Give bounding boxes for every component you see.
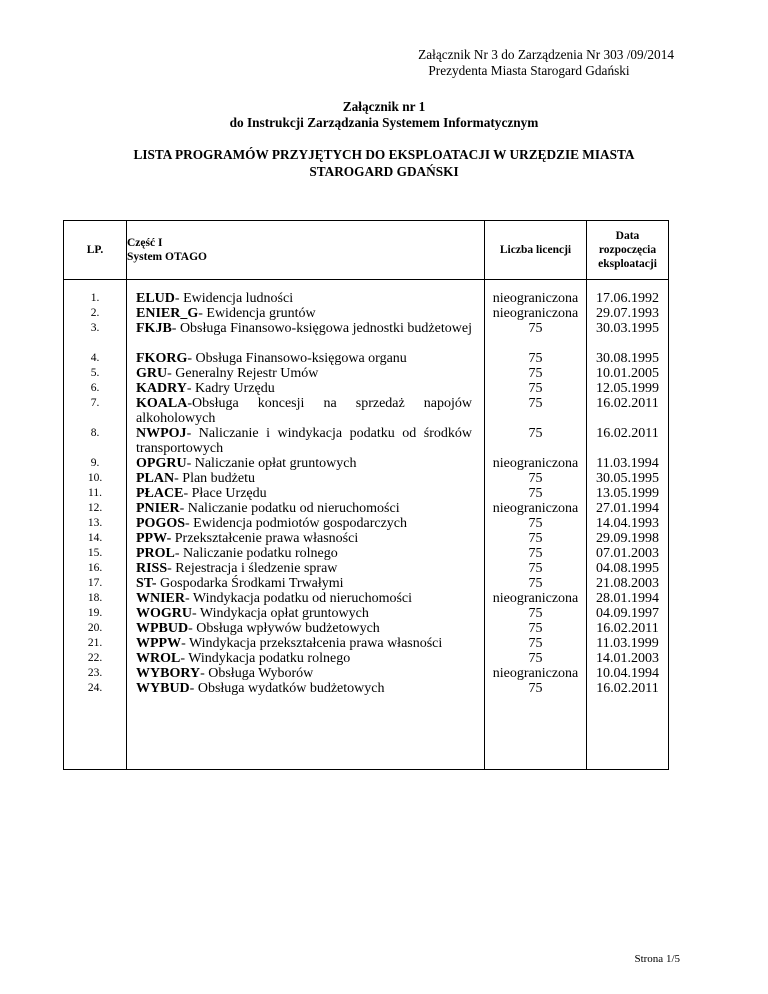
row-licenses: 75 [528,366,543,381]
program-description: - Ewidencja ludności [174,291,294,306]
row-date: 27.01.1994 [596,501,659,516]
header-line-1: Załącznik Nr 3 do Zarządzenia Nr 303 /09/2014 [418,47,674,62]
row-lp: 20. [87,622,103,634]
row-licenses: 75 [528,531,543,546]
program-code: WPBUD [136,621,189,636]
row-licenses: 75 [528,606,543,621]
row-date: 16.02.2011 [596,681,659,696]
program-description: Przekształcenie prawa własności [171,531,359,546]
row-program [127,531,484,546]
row-licenses: 75 [528,381,543,396]
program-description: - Generalny Rejestr Umów [167,366,319,381]
row-licenses: nieograniczona [492,456,579,471]
row-licenses: nieograniczona [492,501,579,516]
header-date [587,221,669,280]
row-lp: 12. [87,502,103,514]
row-program [127,321,484,351]
document-title-line-2: STAROGARD GDAŃSKI [309,164,459,179]
table-header-row [64,221,669,280]
row-lp: 10. [87,472,103,484]
row-program [127,471,484,486]
program-description: - Naliczanie i windykacja podatku od środków transportowych [136,426,472,456]
program-code: WOGRU [136,606,192,621]
program-code: WYBUD [136,681,190,696]
row-lp: 19. [87,607,103,619]
row-licenses: nieograniczona [492,306,579,321]
program-description: - Windykacja podatku rolnego [180,651,351,666]
row-licenses: nieograniczona [492,666,579,681]
row-date: 16.02.2011 [596,621,659,636]
row-lp: 23. [87,667,103,679]
program-description: - Ewidencja gruntów [198,306,316,321]
program-code: OPGRU [136,456,187,471]
program-code: PLAN [136,471,175,486]
header-part-label: Część I [127,237,163,249]
row-licenses: nieograniczona [492,591,579,606]
program-description: - Windykacja opłat gruntowych [192,606,369,621]
row-program [127,681,484,696]
program-code: PŁACE [136,486,184,501]
program-code: PPW- [136,531,172,546]
row-program [127,591,484,606]
row-date: 10.04.1994 [596,666,659,681]
program-code: RISS [136,561,168,576]
row-date: 16.02.2011 [596,396,659,411]
program-code: PROL [136,546,175,561]
row-licenses: 75 [528,321,543,336]
row-lp: 1. [90,292,100,304]
row-lp: 17. [87,577,103,589]
program-description: - Rejestracja i śledzenie spraw [167,561,338,576]
row-date: 04.09.1997 [596,606,659,621]
attachment-subtitle: do Instrukcji Zarządzania Systemem Informatycznym [229,115,539,130]
row-licenses: 75 [528,546,543,561]
lp-column [64,286,127,770]
row-program [127,546,484,561]
row-licenses: 75 [528,396,543,411]
row-licenses: 75 [528,486,543,501]
row-licenses: 75 [528,351,543,366]
row-program [127,306,484,321]
program-description: - Obsługa Wyborów [200,666,314,681]
row-licenses: 75 [528,516,543,531]
programs-table [63,220,669,770]
header-date-line-1: Data [615,230,640,242]
licenses-column [485,286,587,770]
row-program [127,396,484,426]
row-lp: 4. [90,352,100,364]
row-licenses: 75 [528,681,543,696]
program-column [127,286,485,770]
program-code: WNIER [136,591,186,606]
row-date: 30.05.1995 [596,471,659,486]
row-lp: 18. [87,592,103,604]
header-lp: LP. [64,221,127,280]
attachment-title: Załącznik nr 1 [342,99,426,114]
row-program [127,561,484,576]
row-program [127,426,484,456]
date-column [587,286,669,770]
licenses-list [485,291,586,696]
row-program [127,366,484,381]
row-lp: 3. [90,322,100,334]
program-code: WPPW [136,636,182,651]
row-program [127,576,484,591]
row-licenses: nieograniczona [492,291,579,306]
row-date: 30.03.1995 [596,321,659,336]
program-code: NWPOJ [136,426,187,441]
row-date: 13.05.1999 [596,486,659,501]
program-code: WROL [136,651,181,666]
program-code: FKJB [136,321,172,336]
program-description: - Naliczanie podatku rolnego [174,546,338,561]
header-licenses: Liczba licencji [485,221,587,280]
row-lp: 8. [90,427,100,439]
row-licenses: 75 [528,426,543,441]
row-lp: 14. [87,532,103,544]
row-date: 12.05.1999 [596,381,659,396]
row-program [127,651,484,666]
date-list [587,291,668,696]
program-code: WYBORY [136,666,201,681]
row-date: 11.03.1994 [596,456,659,471]
row-licenses: 75 [528,561,543,576]
row-licenses: 75 [528,651,543,666]
program-description: Gospodarka Środkami Trwałymi [156,576,344,591]
header-date-line-2: rozpoczęcia [598,244,657,256]
program-description: - Obsługa Finansowo-księgowa jednostki budżetowej [171,321,472,336]
row-program [127,381,484,396]
program-description: - Ewidencja podmiotów gospodarczych [185,516,408,531]
program-code: GRU [136,366,168,381]
program-code: ELUD [136,291,175,306]
row-date: 29.07.1993 [596,306,659,321]
program-code: POGOS [136,516,186,531]
row-lp: 22. [87,652,103,664]
header-system-label: System OTAGO [127,251,207,263]
row-program [127,606,484,621]
row-lp: 5. [90,367,100,379]
program-code: FKORG [136,351,188,366]
program-description: - Naliczanie opłat gruntowych [186,456,357,471]
row-program [127,516,484,531]
program-code: KADRY [136,381,187,396]
row-date: 04.08.1995 [596,561,659,576]
lp-list [64,291,126,696]
program-description: - Kadry Urzędu [186,381,275,396]
row-lp: 11. [88,487,102,499]
row-program [127,351,484,366]
header-part [127,221,485,280]
row-date: 14.04.1993 [596,516,659,531]
program-code: ST- [136,576,157,591]
row-date: 10.01.2005 [596,366,659,381]
header-date-line-3: eksploatacji [598,258,657,270]
row-lp: 21. [87,637,103,649]
row-lp: 9. [90,457,100,469]
row-lp: 15. [87,547,103,559]
row-program [127,486,484,501]
row-date: 28.01.1994 [596,591,659,606]
program-description: - Obsługa wydatków budżetowych [189,681,385,696]
row-date: 21.08.2003 [596,576,659,591]
row-date: 11.03.1999 [596,636,659,651]
row-lp: 13. [87,517,103,529]
program-description: - Windykacja przekształcenia prawa własności [181,636,443,651]
document-title-line-1: LISTA PROGRAMÓW PRZYJĘTYCH DO EKSPLOATACJI W URZĘDZIE MIASTA [133,147,635,162]
row-date: 29.09.1998 [596,531,659,546]
row-licenses: 75 [528,471,543,486]
row-date: 07.01.2003 [596,546,659,561]
program-code: ENIER_G [136,306,199,321]
program-description: - Obsługa Finansowo-księgowa organu [187,351,407,366]
row-program [127,666,484,681]
row-program [127,621,484,636]
row-date: 17.06.1992 [596,291,659,306]
row-program [127,636,484,651]
row-date: 14.01.2003 [596,651,659,666]
row-lp: 6. [90,382,100,394]
table-body-row [64,286,669,770]
program-description: -Obsługa koncesji na sprzedaż napojów alkoholowych [136,396,472,426]
program-description: - Obsługa wpływów budżetowych [188,621,380,636]
program-code: PNIER [136,501,180,516]
row-program [127,456,484,471]
row-licenses: 75 [528,636,543,651]
row-date: 16.02.2011 [596,426,659,441]
program-description: - Naliczanie podatku od nieruchomości [179,501,400,516]
program-code: KOALA [136,396,188,411]
row-licenses: 75 [528,576,543,591]
program-description: - Płace Urzędu [183,486,267,501]
program-description: - Windykacja podatku od nieruchomości [185,591,413,606]
row-date: 30.08.1995 [596,351,659,366]
row-program [127,291,484,306]
program-list [127,291,484,696]
page-number: Strona 1/5 [634,953,680,965]
row-lp: 7. [90,397,100,409]
row-licenses: 75 [528,621,543,636]
row-lp: 16. [87,562,103,574]
row-lp: 2. [90,307,100,319]
row-lp: 24. [87,682,103,694]
row-program [127,501,484,516]
program-description: - Plan budżetu [174,471,255,486]
header-line-2: Prezydenta Miasta Starogard Gdański [428,63,630,78]
